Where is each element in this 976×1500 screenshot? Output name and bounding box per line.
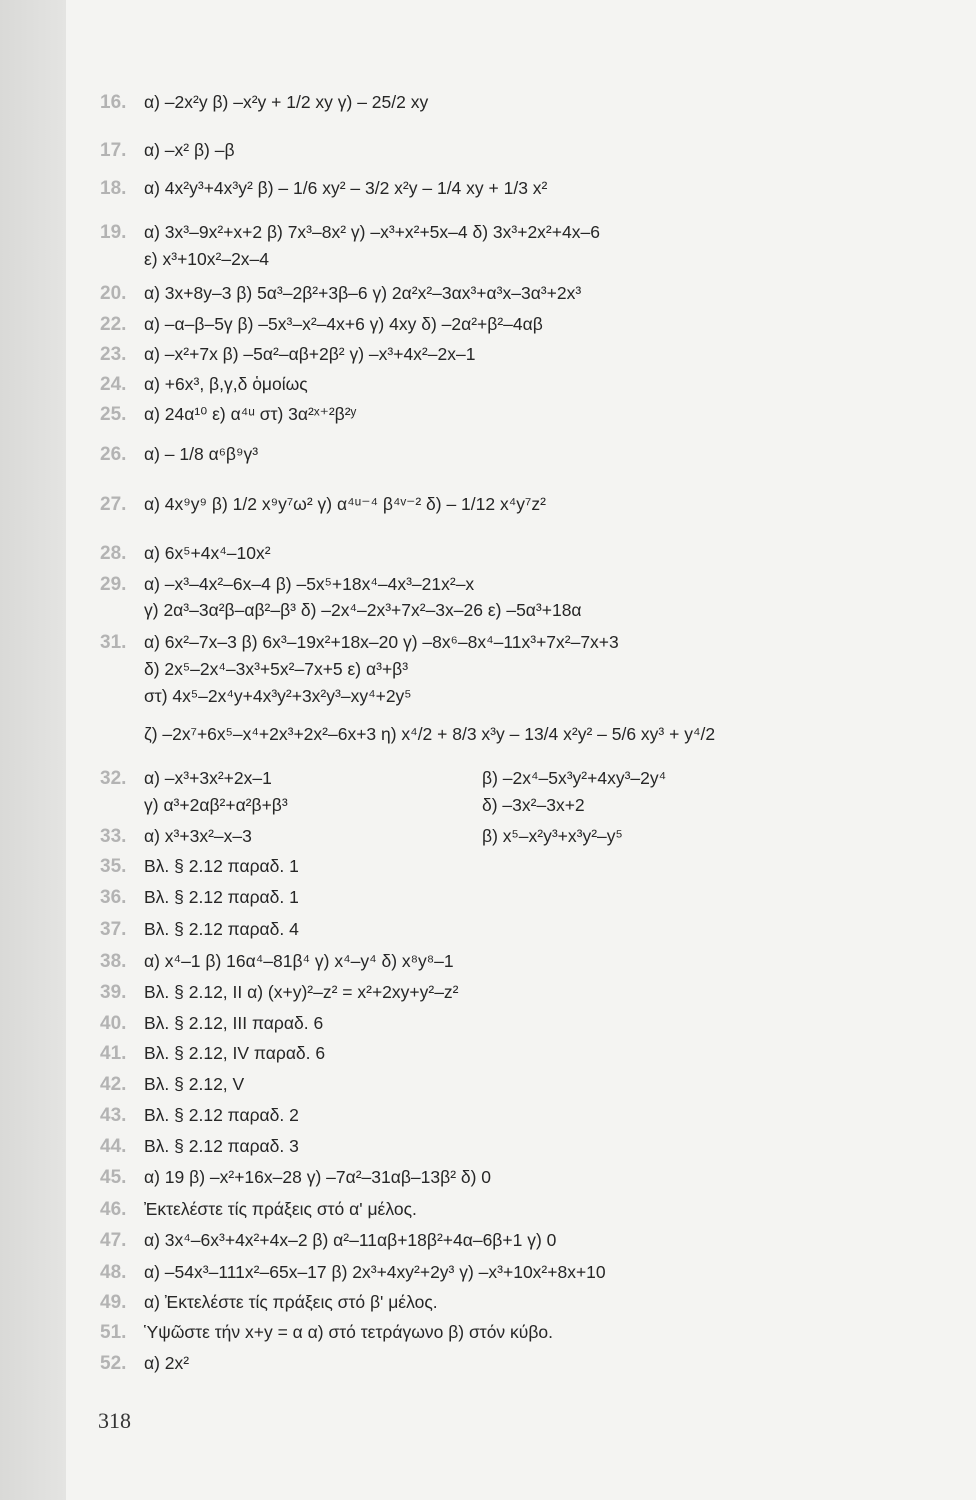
answer-line xyxy=(100,1043,325,1065)
exercise-number: 45. xyxy=(100,1167,127,1188)
exercise-number: 38. xyxy=(100,951,127,972)
answer-text: Βλ. § 2.12, ΙΙΙ παραδ. 6 xyxy=(144,1013,324,1033)
answer-line xyxy=(100,344,475,366)
answer-line xyxy=(100,632,619,654)
answer-text: γ) 2α³–3α²β–αβ²–β³ δ) –2x⁴–2x³+7x²–3x–26 ε) –5α³+18α xyxy=(144,600,582,620)
answer-line xyxy=(100,283,581,305)
answer-line xyxy=(100,768,272,790)
exercise-number: 33. xyxy=(100,826,127,847)
answer-line xyxy=(100,92,428,114)
answer-text: α) –x³+3x²+2x–1 xyxy=(144,768,272,788)
exercise-number: 26. xyxy=(100,444,127,465)
exercise-number: 31. xyxy=(100,632,127,653)
exercise-number: 27. xyxy=(100,494,127,515)
answer-line xyxy=(100,826,252,848)
answer-text: α) –α–β–5γ β) –5x³–x²–4x+6 γ) 4xy δ) –2α²+β²–4αβ xyxy=(144,314,543,334)
exercise-number: 47. xyxy=(100,1230,127,1251)
answer-text: α) 24α¹⁰ ε) α⁴ᵘ στ) 3α²ˣ⁺²β²ʸ xyxy=(144,404,357,424)
answer-line xyxy=(144,686,412,707)
answer-text: α) 3x³–9x²+x+2 β) 7x³–8x² γ) –x³+x²+5x–4 δ) 3x³+2x²+4x–6 xyxy=(144,222,600,242)
answer-line xyxy=(482,826,623,847)
exercise-number: 52. xyxy=(100,1353,127,1374)
exercise-number: 41. xyxy=(100,1043,127,1064)
answer-text: α) – 1/8 α⁶β⁹γ³ xyxy=(144,444,259,464)
answer-line xyxy=(100,919,299,941)
answer-text: Βλ. § 2.12, V xyxy=(144,1074,245,1094)
answer-line xyxy=(100,1353,189,1375)
answer-text: β) x⁵–x²y³+x³y²–y⁵ xyxy=(482,826,623,846)
answer-line xyxy=(100,140,235,162)
answer-text: Βλ. § 2.12 παραδ. 1 xyxy=(144,856,299,876)
answer-text: ε) x³+10x²–2x–4 xyxy=(144,249,270,269)
answer-text: γ) α³+2αβ²+α²β+β³ xyxy=(144,795,288,815)
answer-line xyxy=(100,374,308,396)
answer-text: Βλ. § 2.12, IV παραδ. 6 xyxy=(144,1043,326,1063)
answer-text: δ) 2x⁵–2x⁴–3x³+5x²–7x+5 ε) α³+β³ xyxy=(144,659,409,679)
answer-text: α) 19 β) –x²+16x–28 γ) –7α²–31αβ–13β² δ) 0 xyxy=(144,1167,492,1187)
answer-line xyxy=(482,768,666,789)
answer-line xyxy=(100,444,258,466)
answer-line xyxy=(100,1167,491,1189)
exercise-number: 20. xyxy=(100,283,127,304)
answer-line xyxy=(144,600,582,621)
answer-line xyxy=(100,543,271,565)
answer-line xyxy=(100,1074,244,1096)
answer-text: α) –x²+7x β) –5α²–αβ+2β² γ) –x³+4x²–2x–1 xyxy=(144,344,476,364)
answer-line xyxy=(100,1136,299,1158)
exercise-number: 35. xyxy=(100,856,127,877)
answer-line xyxy=(100,178,547,200)
answer-line xyxy=(144,724,715,745)
exercise-number: 42. xyxy=(100,1074,127,1095)
answer-text: στ) 4x⁵–2x⁴y+4x³y²+3x²y³–xy⁴+2y⁵ xyxy=(144,686,412,706)
answer-line xyxy=(100,951,454,973)
exercise-number: 22. xyxy=(100,314,127,335)
exercise-number: 17. xyxy=(100,140,127,161)
answer-text: α) 2x² xyxy=(144,1353,190,1373)
answer-text: Βλ. § 2.12 παραδ. 3 xyxy=(144,1136,299,1156)
exercise-number: 39. xyxy=(100,982,127,1003)
answer-text: α) –x³–4x²–6x–4 β) –5x⁵+18x⁴–4x³–21x²–x xyxy=(144,574,475,594)
answer-line xyxy=(100,1262,606,1284)
answer-line xyxy=(100,1199,417,1221)
answer-line xyxy=(100,222,600,244)
answer-line xyxy=(100,1292,438,1314)
answer-text: α) –x² β) –β xyxy=(144,140,235,160)
answer-text: α) 3x⁴–6x³+4x²+4x–2 β) α²–11αβ+18β²+4α–6β+1 γ) 0 xyxy=(144,1230,557,1250)
exercise-number: 48. xyxy=(100,1262,127,1283)
exercise-number: 23. xyxy=(100,344,127,365)
exercise-number: 25. xyxy=(100,404,127,425)
exercise-number: 37. xyxy=(100,919,127,940)
exercise-number: 46. xyxy=(100,1199,127,1220)
answer-line xyxy=(100,887,299,909)
answer-text: δ) –3x²–3x+2 xyxy=(482,795,585,815)
answer-text: Βλ. § 2.12 παραδ. 2 xyxy=(144,1105,299,1125)
answer-text: α) 3x+8y–3 β) 5α³–2β²+3β–6 γ) 2α²x²–3αx³+α³x–3α³+2x³ xyxy=(144,283,582,303)
answer-text: α) 4x⁹y⁹ β) 1/2 x⁹y⁷ω² γ) α⁴ᵘ⁻⁴ β⁴ᵛ⁻² δ) – 1/12 x⁴y⁷z² xyxy=(144,494,546,514)
answer-text: α) Ἐκτελέστε τίς πράξεις στό β' μέλος. xyxy=(144,1292,438,1312)
answer-line xyxy=(482,795,585,816)
answer-line xyxy=(100,314,543,336)
answer-text: ζ) –2x⁷+6x⁵–x⁴+2x³+2x²–6x+3 η) x⁴/2 + 8/3 x³y – 13/4 x²y² – 5/6 xy³ + y⁴/2 xyxy=(144,724,716,744)
answer-line xyxy=(100,856,299,878)
exercise-number: 18. xyxy=(100,178,127,199)
answer-line xyxy=(100,1013,323,1035)
exercise-number: 16. xyxy=(100,92,127,113)
answer-text: α) –2x²y β) –x²y + 1/2 xy γ) – 25/2 xy xyxy=(144,92,429,112)
exercise-number: 32. xyxy=(100,768,127,789)
exercise-number: 40. xyxy=(100,1013,127,1034)
exercise-number: 43. xyxy=(100,1105,127,1126)
answer-text: α) –54x³–111x²–65x–17 β) 2x³+4xy²+2y³ γ) –x³+10x²+8x+10 xyxy=(144,1262,606,1282)
exercise-number: 19. xyxy=(100,222,127,243)
answer-line xyxy=(100,1230,556,1252)
answer-text: Ἐκτελέστε τίς πράξεις στό α' μέλος. xyxy=(144,1199,417,1219)
exercise-number: 49. xyxy=(100,1292,127,1313)
page-number: 318 xyxy=(98,1408,131,1433)
answer-line xyxy=(100,494,546,516)
answer-text: Βλ. § 2.12 παραδ. 1 xyxy=(144,887,299,907)
answer-text: Ὑψῶστε τήν x+y = α α) στό τετράγωνο β) στόν κύβο. xyxy=(144,1322,554,1342)
answer-text: α) 6x⁵+4x⁴–10x² xyxy=(144,543,271,563)
answer-text: α) 6x²–7x–3 β) 6x³–19x²+18x–20 γ) –8x⁶–8x⁴–11x³+7x²–7x+3 xyxy=(144,632,619,652)
exercise-number: 36. xyxy=(100,887,127,908)
answer-text: β) –2x⁴–5x³y²+4xy³–2y⁴ xyxy=(482,768,667,788)
answer-line xyxy=(144,795,288,816)
exercise-number: 51. xyxy=(100,1322,127,1343)
answer-line xyxy=(100,1105,299,1127)
exercise-number: 28. xyxy=(100,543,127,564)
answer-line xyxy=(144,659,408,680)
answer-text: α) +6x³, β,γ,δ ὁμοίως xyxy=(144,374,308,394)
exercise-number: 29. xyxy=(100,574,127,595)
answer-text: Βλ. § 2.12, ΙΙ α) (x+y)²–z² = x²+2xy+y²–z² xyxy=(144,982,459,1002)
answer-text: α) x⁴–1 β) 16α⁴–81β⁴ γ) x⁴–y⁴ δ) x⁸y⁸–1 xyxy=(144,951,454,971)
answer-line xyxy=(100,574,474,596)
exercise-number: 44. xyxy=(100,1136,127,1157)
answer-line xyxy=(100,982,459,1004)
answer-text: α) x³+3x²–x–3 xyxy=(144,826,252,846)
answer-line xyxy=(144,249,269,270)
exercise-number: 24. xyxy=(100,374,127,395)
answer-text: α) 4x²y³+4x³y² β) – 1/6 xy² – 3/2 x²y – 1/4 xy + 1/3 x² xyxy=(144,178,548,198)
answer-line xyxy=(100,1322,553,1344)
answer-line xyxy=(100,404,356,426)
answer-text: Βλ. § 2.12 παραδ. 4 xyxy=(144,919,299,939)
